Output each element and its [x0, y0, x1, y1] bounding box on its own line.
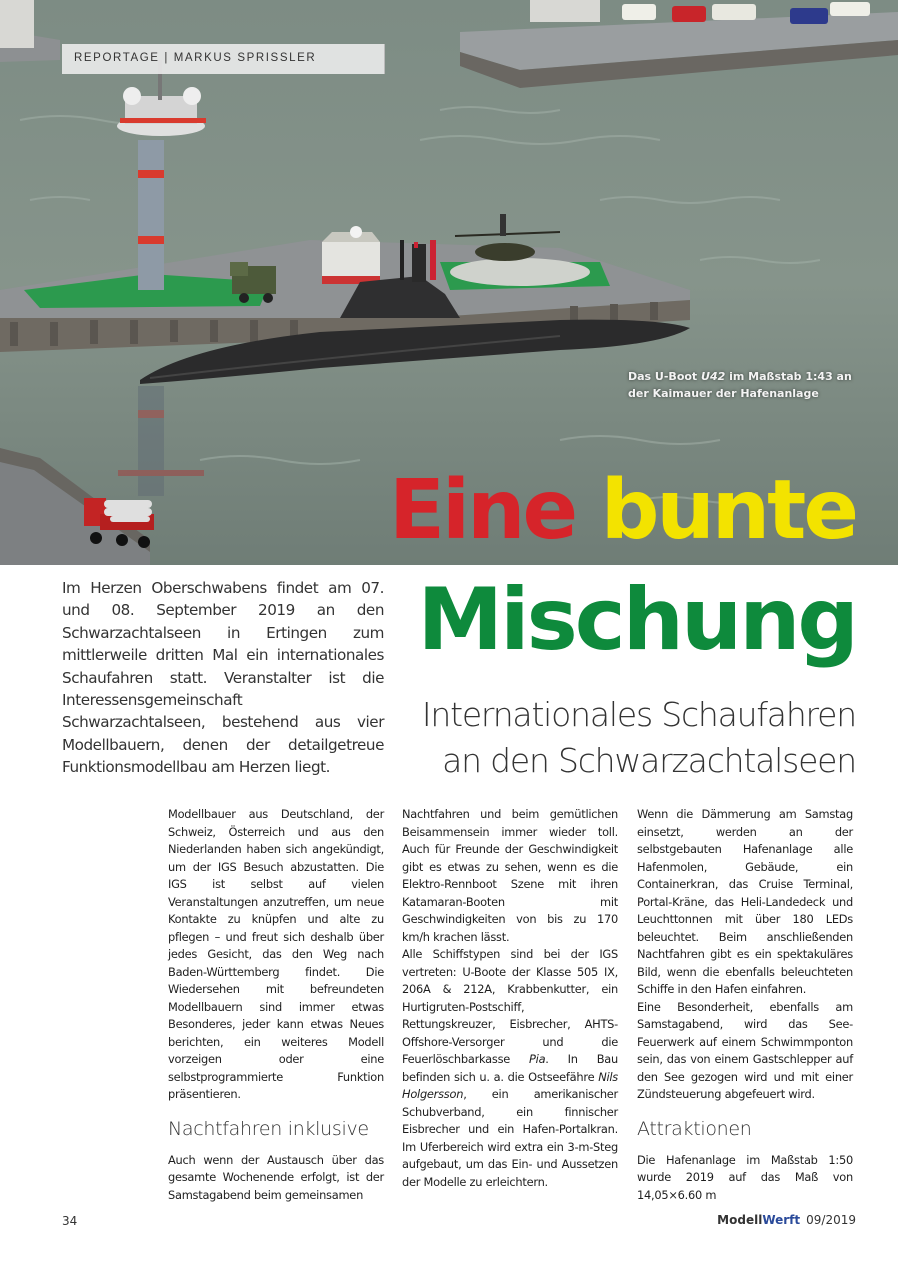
- column2-paragraph-2: [402, 946, 618, 1191]
- boat-name-pia: Pia: [529, 1052, 546, 1066]
- caption-text-a: Das U-Boot: [628, 370, 702, 383]
- text-column-3: [637, 806, 853, 1204]
- headline-line-1: [389, 463, 856, 559]
- magazine-footer: [717, 1213, 856, 1227]
- heading-attraktionen: Attraktionen: [637, 1117, 752, 1140]
- magazine-name-part1: Modell: [717, 1213, 763, 1227]
- text-column-2: [402, 806, 618, 1191]
- column2-text-a: Alle Schiffstypen sind bei der IGS vertreten: U-Boote der Klasse 505 IX, 206A & 212A, Krabbenkutter, ein Hurtigruten-Postschiff, Rettungskreuzer, Eisbrecher, AHTS-Offshore-Versorger und die Feuerlöschbarkasse: [402, 947, 618, 1066]
- caption-line-1: [628, 368, 868, 385]
- headline-word-bunte: bunte: [600, 463, 856, 558]
- caption-boat-name: U42: [701, 370, 726, 383]
- column1-paragraph-2: Auch wenn der Austausch über das gesamte Wochenende erfolgt, ist der Samstagabend beim gemeinsamen: [168, 1152, 384, 1202]
- text-column-1: [168, 806, 384, 1204]
- intro-paragraph: Im Herzen Oberschwabens findet am 07. und 08. September 2019 an den Schwarzachtalseen in Ertingen zum mittlerweile dritten Mal ein internationales Schaufahren statt. Veranstalter ist die Interessensgemeinschaft Schwarzachtalseen, bestehend aus vier Modellbauern, denen der detailgetreue Funktionsmodellbau am Herzen liegt.: [62, 579, 384, 777]
- column3-paragraph-2: Eine Besonderheit, ebenfalls am Samstagabend, wird das See-Feuerwerk auf einem Schwimmponton sein, das von einem Gastschlepper auf den See gezogen wird und mit einer Zündsteuerung abgefeuert wird.: [637, 999, 853, 1101]
- column2-text-e: , ein amerikanischer Schubverband, ein finnischer Eisbrecher und ein Hafen-Portalkran. Im Uferbereich wird extra ein 3-m-Steg aufgebaut, um das Ein- und Aussetzen der Modelle zu erleichtern.: [402, 1087, 618, 1189]
- issue-number: 09/2019: [806, 1213, 856, 1227]
- heading-nachtfahren: Nachtfahren inklusive: [168, 1117, 369, 1140]
- column1-paragraph-1: Modellbauer aus Deutschland, der Schweiz, Österreich und aus den Niederlanden haben sich angekündigt, um der IGS Besuch abzustatten. Die IGS ist selbst auf vielen Veranstaltungen anzutreffen, um neue Kontakte zu knüpfen und alte zu pflegen – und freut sich deshalb über jedes Gesicht, das den Weg nach Baden-Württemberg findet. Die Wiedersehen mit befreundeten Modellbauern sind immer etwas Besonderes, jeder kann etwas Neues berichten, ein weiteres Modell vorzeigen oder eine selbstprogrammierte Funktion präsentieren.: [168, 807, 384, 1101]
- boat-name-nils-holgersson: Nils Holgersson: [402, 1069, 618, 1101]
- column3-paragraph-3: Die Hafenanlage im Maßstab 1:50 wurde 2019 auf das Maß von 14,05×6.60 m: [637, 1152, 853, 1202]
- subtitle-line-2: an den Schwarzachtalseen: [442, 741, 856, 780]
- page-number: 34: [62, 1214, 78, 1228]
- headline-word-eine: Eine: [389, 463, 576, 558]
- headline-word-mischung: Mischung: [417, 570, 856, 670]
- caption-line-2: der Kaimauer der Hafenanlage: [628, 387, 819, 400]
- column3-paragraph-1: Wenn die Dämmerung am Samstag einsetzt, werden an der selbstgebauten Hafenanlage alle Hafenmolen, Gebäude, ein Containerkran, das Cruise Terminal, Portal-Kräne, das Heli-Landedeck und Leuchttonnen mit über 180 LEDs beleuchtet. Beim anschließenden Nachtfahren gibt es ein spektakuläres Bild, wenn die ebenfalls beleuchteten Schiffe in den Hafen einfahren.: [637, 807, 853, 996]
- photo-caption: [628, 368, 868, 402]
- section-tag: REPORTAGE | MARKUS SPRISSLER: [74, 52, 317, 64]
- column2-paragraph-1: Nachtfahren und beim gemütlichen Beisammensein immer wieder toll. Auch für Freunde der Geschwindigkeit gibt es etwas zu sehen, wenn es die Elektro-Rennboot Szene mit ihren Katamaran-Booten mit Geschwindigkeiten von bis zu 170 km/h krachen lässt.: [402, 807, 618, 944]
- section-tag-bar: [62, 44, 385, 74]
- caption-text-c: im Maßstab 1:43 an: [725, 370, 852, 383]
- subtitle-line-1: Internationales Schaufahren: [421, 695, 856, 734]
- column2-text-c: . In Bau befinden sich u. a. die Ostseefähre: [402, 1052, 618, 1084]
- intro-text: [62, 577, 384, 779]
- magazine-name-part2: Werft: [762, 1213, 801, 1227]
